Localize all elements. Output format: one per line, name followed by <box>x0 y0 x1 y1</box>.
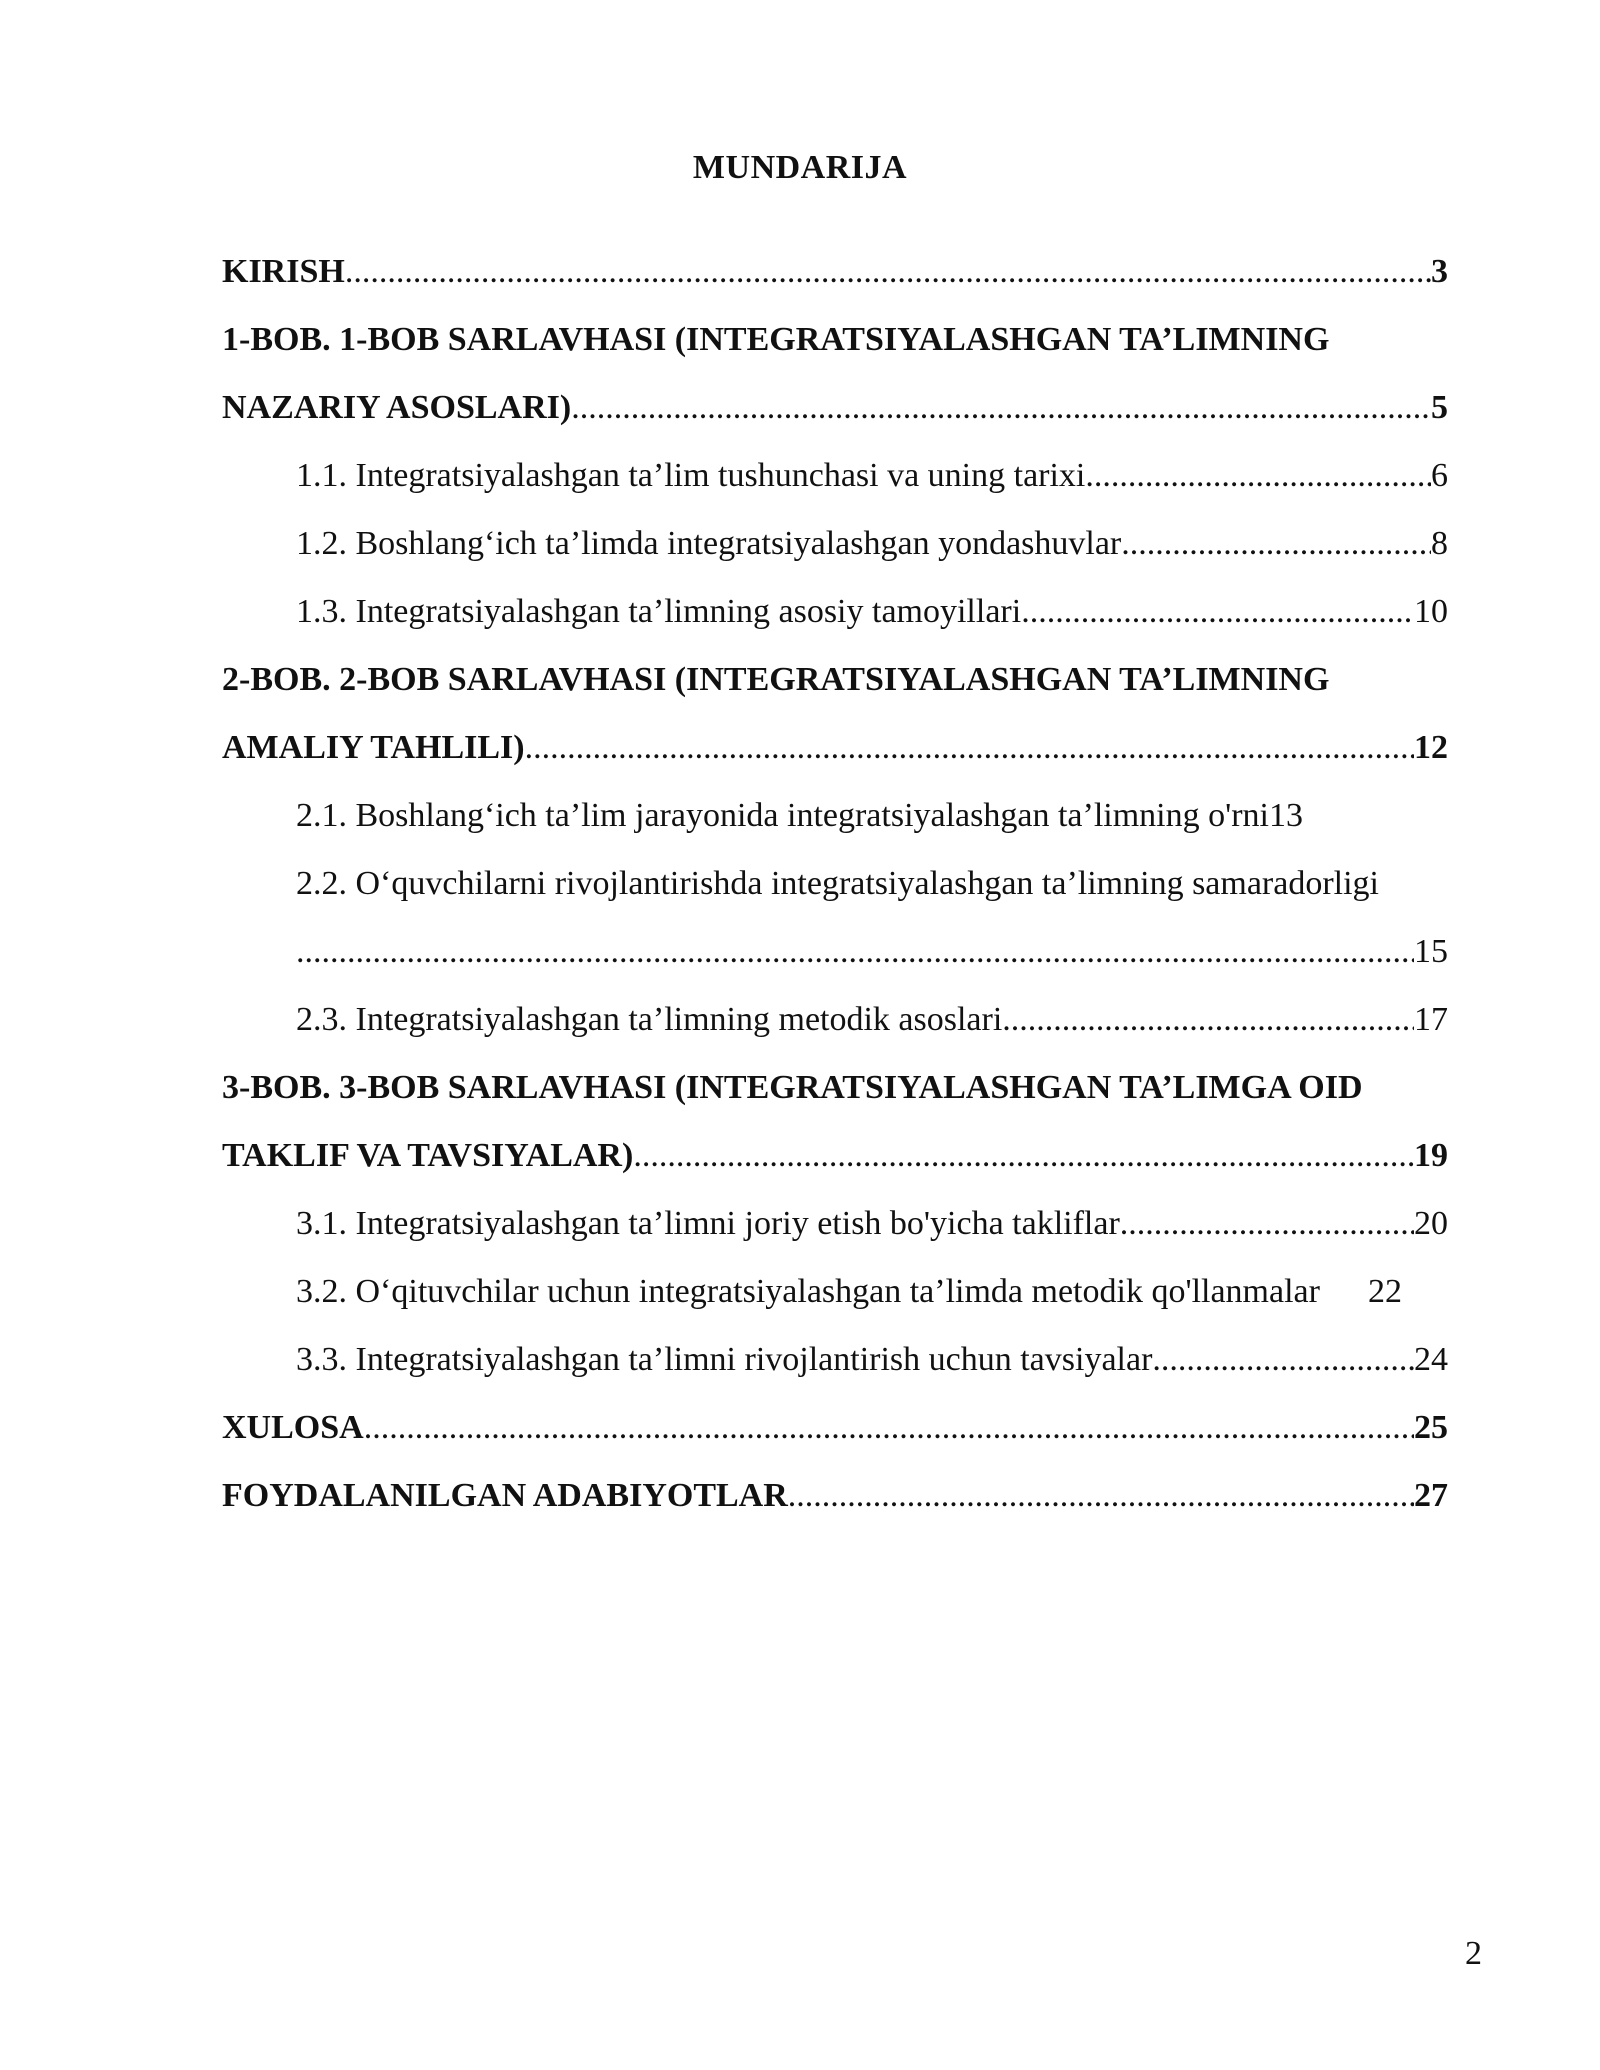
toc-label: 2.3. Integratsiyalashgan ta’limning metodik asoslari <box>296 1001 1003 1038</box>
toc-page-number: 20 <box>1414 1205 1448 1242</box>
leader-dots <box>345 238 1431 306</box>
toc-entry-2-2-line2[interactable] <box>222 918 1472 986</box>
page-title: MUNDARIJA <box>692 149 908 186</box>
toc-entry-1-3[interactable] <box>222 578 1472 646</box>
toc-label: 2.2. O‘quvchilarni rivojlantirishda integratsiyalashgan ta’limning samaradorligi <box>296 865 1380 902</box>
leader-dots <box>1085 442 1431 510</box>
toc-label: 2-BOB. 2-BOB SARLAVHASI (INTEGRATSIYALASHGAN TA’LIMNING <box>222 661 1330 698</box>
toc-page-number: 19 <box>1414 1137 1448 1174</box>
toc-label: 3.2. O‘qituvchilar uchun integratsiyalashgan ta’limda metodik qo'llanmalar <box>296 1273 1320 1310</box>
leader-dots <box>296 918 1414 986</box>
toc-label: XULOSA <box>222 1409 364 1446</box>
toc-entry-3-3[interactable] <box>222 1326 1472 1394</box>
toc-page-number: 15 <box>1414 933 1448 970</box>
toc-entry-bob3-line2[interactable] <box>222 1122 1472 1190</box>
toc-label: 2.1. Boshlang‘ich ta’lim jarayonida integratsiyalashgan ta’limning o'rni13 <box>296 797 1304 834</box>
toc-entry-bob1-line2[interactable] <box>222 374 1472 442</box>
leader-dots <box>1002 986 1414 1054</box>
toc-page-number: 12 <box>1414 729 1448 766</box>
toc-entry-bob2-line2[interactable] <box>222 714 1472 782</box>
toc-page-number: 8 <box>1431 525 1448 562</box>
toc-label: TAKLIF VA TAVSIYALAR) <box>222 1137 634 1174</box>
leader-dots <box>1021 578 1414 646</box>
page-number: 2 <box>1465 1935 1482 1972</box>
toc-entry-2-1[interactable] <box>222 782 1472 850</box>
leader-dots <box>364 1394 1414 1462</box>
leader-dots <box>1152 1326 1414 1394</box>
toc-label: 3-BOB. 3-BOB SARLAVHASI (INTEGRATSIYALASHGAN TA’LIMGA OID <box>222 1069 1363 1106</box>
leader-dots <box>633 1122 1414 1190</box>
toc-entry-3-2[interactable] <box>222 1258 1472 1326</box>
toc-entry-bob2-line1[interactable] <box>222 646 1472 714</box>
toc-label: NAZARIY ASOSLARI) <box>222 389 572 426</box>
toc-page-number: 6 <box>1431 457 1448 494</box>
toc-label: 3.3. Integratsiyalashgan ta’limni rivojlantirish uchun tavsiyalar <box>296 1341 1153 1378</box>
toc-entry-3-1[interactable] <box>222 1190 1472 1258</box>
toc-label: AMALIY TAHLILI) <box>222 729 525 766</box>
toc-label: KIRISH <box>222 253 345 290</box>
toc-page-number: 27 <box>1414 1477 1448 1514</box>
toc-entry-kirish[interactable] <box>222 238 1472 306</box>
leader-dots <box>1121 510 1431 578</box>
table-of-contents <box>222 238 1472 1530</box>
toc-label: 3.1. Integratsiyalashgan ta’limni joriy etish bo'yicha takliflar <box>296 1205 1120 1242</box>
toc-entry-1-1[interactable] <box>222 442 1472 510</box>
toc-label: FOYDALANILGAN ADABIYOTLAR <box>222 1477 788 1514</box>
leader-dots <box>571 374 1431 442</box>
toc-label: 1.3. Integratsiyalashgan ta’limning asosiy tamoyillari <box>296 593 1022 630</box>
toc-label: 1.2. Boshlang‘ich ta’limda integratsiyalashgan yondashuvlar <box>296 525 1122 562</box>
toc-entry-2-2-line1[interactable] <box>222 850 1472 918</box>
toc-page-number: 17 <box>1414 1001 1448 1038</box>
leader-dots <box>525 714 1414 782</box>
toc-entry-1-2[interactable] <box>222 510 1472 578</box>
toc-page-number: 24 <box>1414 1341 1448 1378</box>
toc-page-number: 25 <box>1414 1409 1448 1446</box>
toc-label: 1.1. Integratsiyalashgan ta’lim tushunchasi va uning tarixi <box>296 457 1086 494</box>
leader-dots <box>1120 1190 1414 1258</box>
toc-page-number: 3 <box>1431 253 1448 290</box>
toc-page-number: 22 <box>1367 1273 1402 1310</box>
leader-dots <box>788 1462 1414 1530</box>
toc-entry-adabiyotlar[interactable] <box>222 1462 1472 1530</box>
toc-entry-xulosa[interactable] <box>222 1394 1472 1462</box>
toc-entry-2-3[interactable] <box>222 986 1472 1054</box>
toc-label: 1-BOB. 1-BOB SARLAVHASI (INTEGRATSIYALASHGAN TA’LIMNING <box>222 321 1330 358</box>
toc-page-number: 10 <box>1414 593 1448 630</box>
toc-entry-bob3-line1[interactable] <box>222 1054 1472 1122</box>
toc-entry-bob1-line1[interactable] <box>222 306 1472 374</box>
toc-page-number: 5 <box>1431 389 1448 426</box>
